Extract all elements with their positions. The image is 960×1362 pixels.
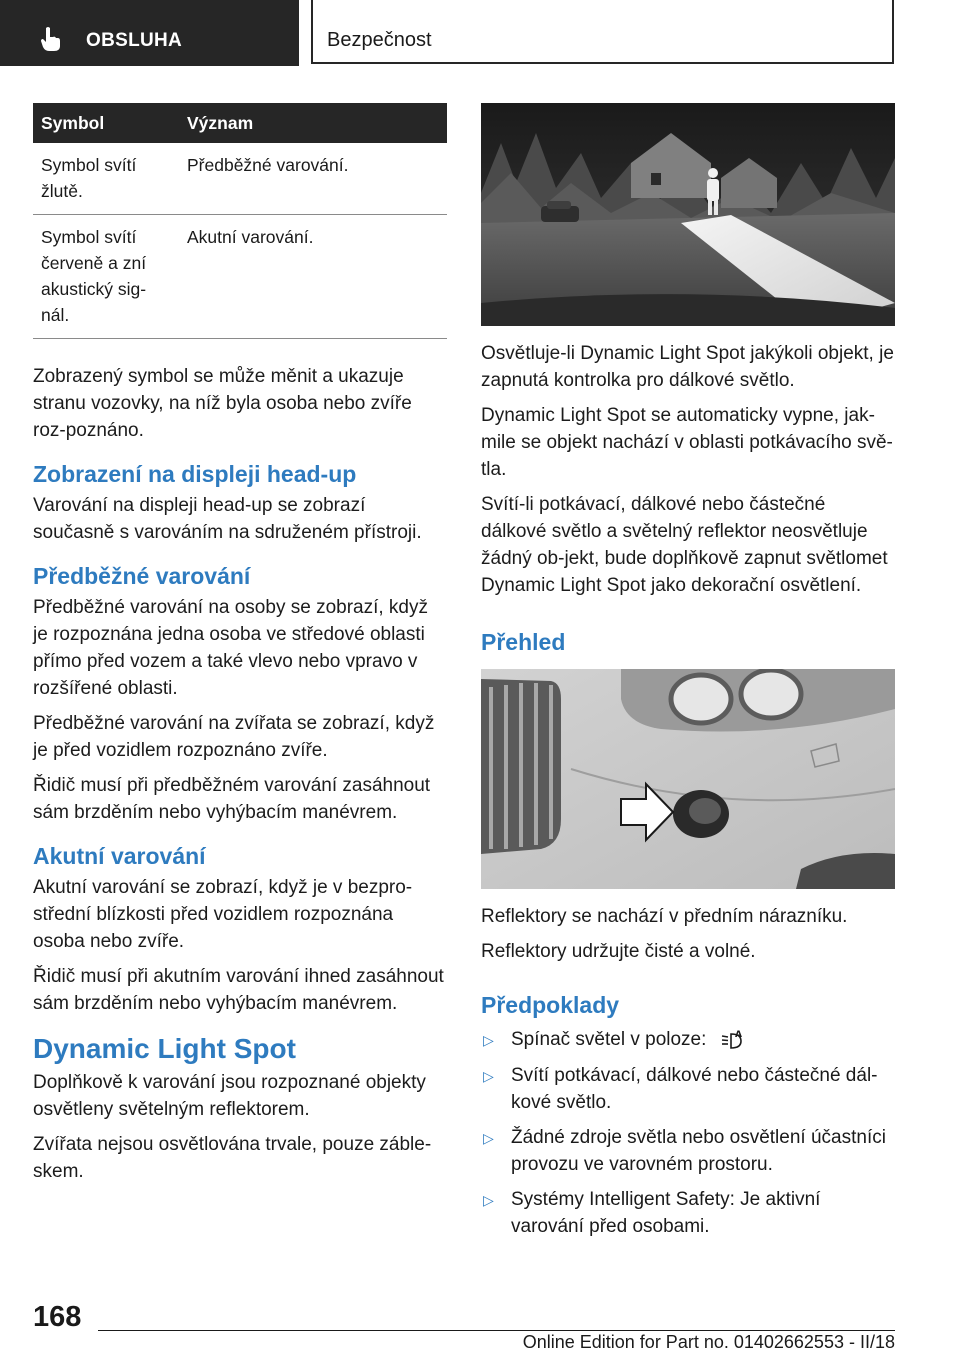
bullet-triangle-icon: ▷ [483,1068,494,1084]
heading-dynamic-light-spot: Dynamic Light Spot [33,1033,296,1064]
table-cell-meaning: Předběžné varování. [179,143,447,215]
auto-light-switch-icon [720,1028,746,1052]
right-column [481,103,895,1240]
page-number: 168 [33,1301,82,1333]
header-section-label: OBSLUHA [86,30,183,51]
bullet-text: Systémy Intelligent Safety: Je aktivní varování před osobami. [511,1189,821,1237]
heading-headup: Zobrazení na displeji head-up [33,461,357,487]
right-paragraph-2: Dynamic Light Spot se automaticky vypne, jak-mile se objekt nachází v oblasti potkávacího svě-tla. [481,405,893,480]
bullet-triangle-icon: ▷ [483,1192,494,1208]
preliminary-paragraph-2: Předběžné varování na zvířata se zobrazí, když je před vozidlem rozpoznáno zvíře. [33,713,435,761]
bullet-text: Spínač světel v poloze: [511,1029,707,1050]
heading-acute-warning: Akutní varování [33,843,206,869]
header-chapter-tab [311,0,894,64]
front-bumper-illustration [481,669,895,889]
headup-paragraph: Varování na displeji head-up se zobrazí současně s varováním na sdruženém přístroji. [33,495,422,543]
dls-paragraph-1: Doplňkově k varování jsou rozpoznané objekty osvětleny světelným reflektorem. [33,1072,426,1120]
table-row [33,143,447,215]
table-cell-symbol: Symbol svítí žlutě. [33,143,179,215]
list-item [481,1186,895,1240]
hand-pointer-icon [40,26,62,52]
list-item [481,1124,895,1178]
right-paragraph-4: Reflektory se nachází v předním nárazníku. [481,906,848,927]
table-row [33,215,447,339]
dls-paragraph-2: Zvířata nejsou osvětlována trvale, pouze záble-skem. [33,1134,432,1182]
bullet-triangle-icon: ▷ [483,1032,494,1048]
table-cell-symbol: Symbol svítí červeně a zní akustický sig-nál. [33,215,179,339]
right-paragraph-5: Reflektory udržujte čisté a volné. [481,941,756,962]
table-header-meaning: Význam [179,103,447,143]
table-header-symbol: Symbol [33,103,179,143]
list-item [481,1062,895,1116]
preliminary-paragraph-1: Předběžné varování na osoby se zobrazí, když je rozpoznána jedna osoba ve středové oblasti přímo před vozem a také vlevo nebo vpravo v rozšířené oblasti. [33,597,429,699]
heading-preliminary-warning: Předběžné varování [33,563,251,589]
right-paragraph-1: Osvětluje-li Dynamic Light Spot jakýkoli objekt, je zapnutá kontrolka pro dálkové světlo. [481,343,894,391]
acute-paragraph-1: Akutní varování se zobrazí, když je v bezpro-střední blízkosti před vozidlem rozpoznána osoba nebo zvíře. [33,877,413,952]
table-cell-meaning: Akutní varování. [179,215,447,339]
preliminary-paragraph-3: Řidič musí při předběžném varování zasáhnout sám brzděním nebo vyhýbacím manévrem. [33,775,431,823]
left-column [33,103,447,1185]
heading-prerequisites: Předpoklady [481,992,620,1018]
footer-divider [98,1330,895,1331]
heading-overview: Přehled [481,629,566,655]
intro-paragraph: Zobrazený symbol se může měnit a ukazuje stranu vozovky, na níž byla osoba nebo zvíře roz-poznáno. [33,366,412,441]
bullet-text: Svítí potkávací, dálkové nebo částečné dál-kové světlo. [511,1065,878,1113]
header-section-tab [0,0,299,66]
header-chapter-label: Bezpečnost [327,29,432,51]
acute-paragraph-2: Řidič musí při akutním varování ihned zasáhnout sám brzděním nebo vyhýbacím manévrem. [33,966,444,1014]
footer-edition: Online Edition for Part no. 01402662553 - II/18 [522,1332,895,1352]
bullet-text: Žádné zdroje světla nebo osvětlení účastníci provozu ve varovném prostoru. [511,1127,886,1175]
symbol-table [33,103,447,339]
bullet-triangle-icon: ▷ [483,1130,494,1146]
list-item [481,1026,895,1054]
right-paragraph-3: Svítí-li potkávací, dálkové nebo částečné dálkové světlo a světelný reflektor neosvětluje žádný ob-jekt, bude doplňkově zapnut světlomet Dynamic Light Spot jako dekorační osvětlení. [481,494,888,596]
night-road-illustration [481,103,895,326]
svg-text:A: A [734,1029,742,1040]
prerequisites-list [481,1026,895,1240]
